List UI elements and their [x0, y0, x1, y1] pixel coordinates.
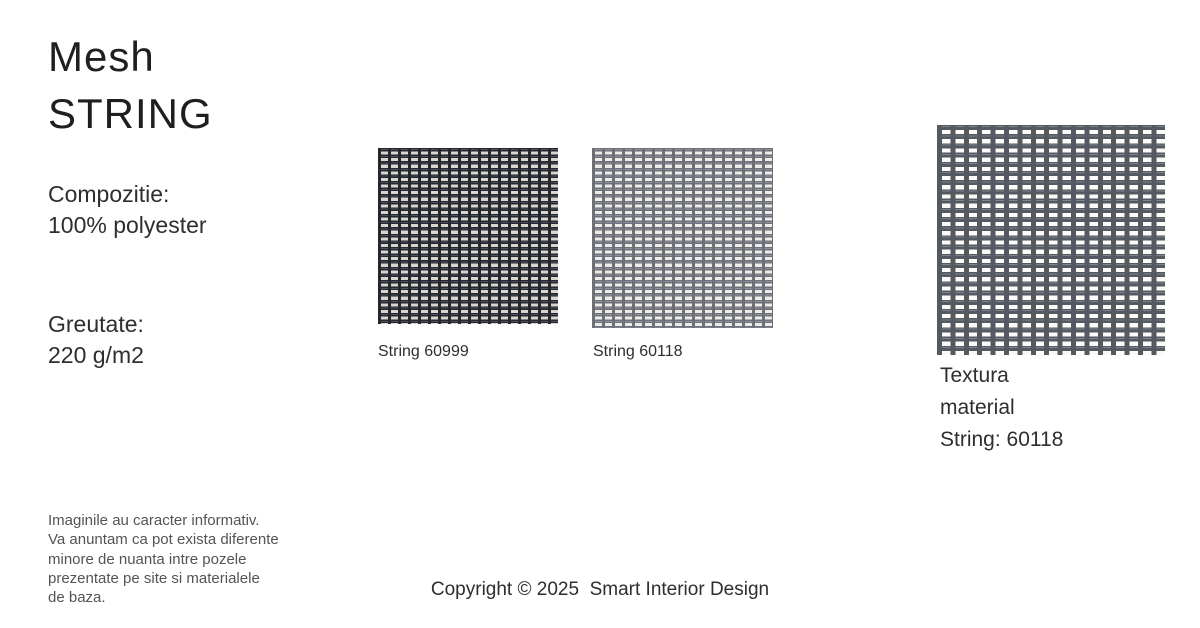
disclaimer-line: prezentate pe site si materialele	[48, 569, 260, 587]
spec-weight	[48, 309, 144, 371]
texture-caption-line: Textura	[940, 364, 1009, 387]
texture-caption-line: String: 60118	[940, 428, 1064, 451]
title-product-type: Mesh	[48, 33, 155, 80]
disclaimer-line: de baza.	[48, 589, 106, 607]
spec-weight-value: 220 g/m2	[48, 342, 144, 368]
swatch-image-string-60118	[592, 148, 773, 328]
title-material-name: STRING	[48, 90, 213, 137]
swatch-label-string-60118: String 60118	[593, 343, 683, 360]
swatch-label-string-60999: String 60999	[378, 343, 469, 360]
texture-caption-line: material	[940, 396, 1015, 419]
page-title	[48, 28, 213, 142]
disclaimer-line: Imaginile au caracter informativ.	[48, 512, 260, 529]
copyright-notice: Copyright © 2025 Smart Interior Design	[430, 579, 770, 600]
spec-composition-value: 100% polyester	[48, 212, 207, 238]
spec-composition	[48, 179, 207, 241]
swatch-image-string-60999	[378, 148, 558, 324]
texture-caption	[940, 360, 1063, 456]
spec-weight-label: Greutate:	[48, 311, 144, 337]
spec-composition-label: Compozitie:	[48, 181, 170, 207]
texture-detail-image	[937, 125, 1165, 355]
disclaimer-line: minore de nuanta intre pozele	[48, 550, 247, 568]
disclaimer-line: Va anuntam ca pot exista diferente	[48, 531, 279, 549]
